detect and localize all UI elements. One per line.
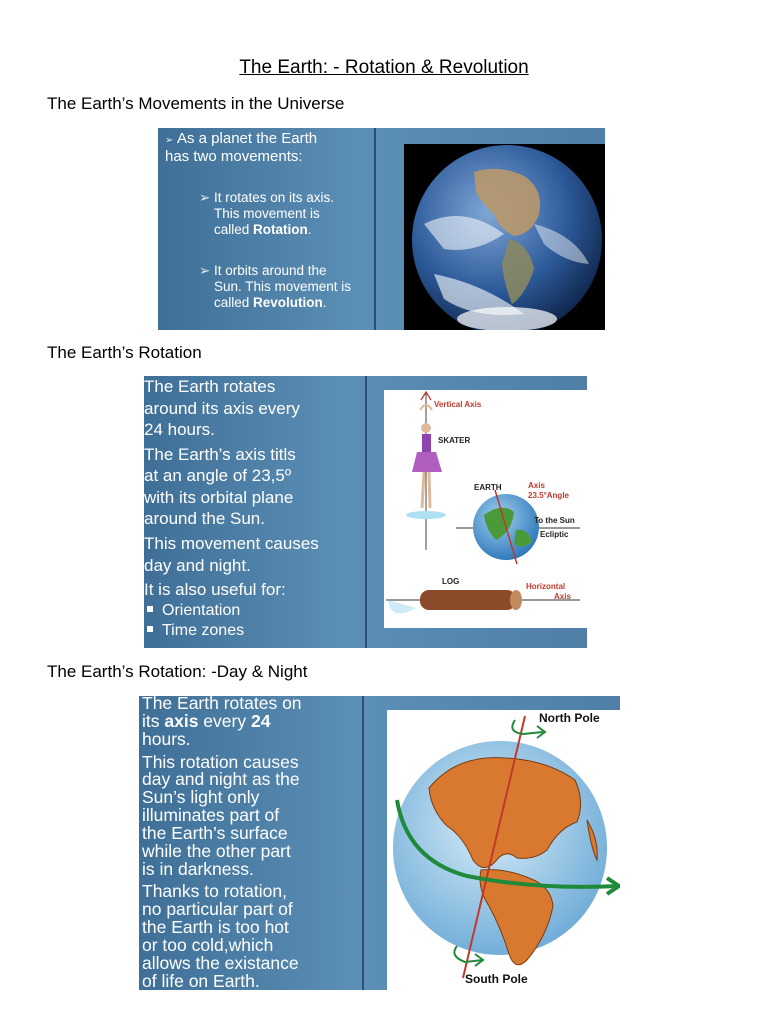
label-vertical-axis: Vertical Axis	[434, 400, 482, 409]
text-line: This movement is	[214, 206, 320, 222]
text-line: Sun. This movement is	[214, 278, 352, 294]
label-angle: 23.5°Angle	[528, 491, 569, 500]
axis-diagram	[384, 390, 587, 628]
text-line: of life on Earth.	[142, 970, 260, 990]
text-line: The Earth’s axis titls	[144, 444, 296, 464]
arrow-bullet-icon: ➢	[199, 190, 211, 205]
square-bullet-icon	[147, 626, 153, 632]
label-log: LOG	[442, 577, 460, 586]
label-skater: SKATER	[438, 436, 471, 445]
text-line: at an angle of 23,5º	[144, 466, 292, 486]
section-heading-movements: The Earth’s Movements in the Universe	[47, 94, 345, 113]
text-line: The Earth rotates on	[142, 696, 302, 713]
text-line: around its axis every	[144, 398, 300, 418]
section-heading-day-night: The Earth’s Rotation: -Day & Night	[47, 662, 308, 681]
text-line: has two movements:	[165, 148, 303, 165]
text-line: illuminates part of	[142, 805, 280, 826]
text-line: the Earth is too hot	[142, 917, 289, 938]
text-line: called Rotation.	[214, 222, 312, 238]
label-to-the-sun: To the Sun	[534, 516, 575, 525]
text-line: Sun’s light only	[142, 787, 260, 808]
text-line: allows the existance	[142, 952, 299, 973]
slide-text	[142, 696, 362, 990]
label-earth: EARTH	[474, 483, 502, 492]
earth-globe-image	[404, 144, 605, 330]
list-item: Time zones	[144, 621, 366, 641]
arrow-bullet-icon: ➢	[165, 135, 174, 146]
rotation-globe-diagram	[387, 710, 620, 990]
slide-earth-rotation	[144, 376, 587, 648]
slide-text	[144, 376, 366, 641]
text-line: no particular part of	[142, 899, 293, 920]
text-line: or too cold,which	[142, 934, 274, 955]
list-item: Orientation	[144, 601, 366, 621]
text-line: while the other part	[142, 840, 291, 861]
label-north-pole: North Pole	[539, 711, 600, 725]
text-line: 24 hours.	[144, 420, 215, 440]
text-line: It rotates on its axis.	[214, 190, 335, 205]
label-south-pole: South Pole	[465, 972, 528, 986]
text-line: is in darkness.	[142, 858, 254, 879]
text-line: with its orbital plane	[144, 487, 294, 507]
text-line: called Revolution.	[214, 294, 327, 310]
label-horizontal: Horizontal	[526, 582, 566, 591]
text-line: It orbits around the	[214, 262, 327, 278]
section-heading-rotation: The Earth’s Rotation	[47, 343, 202, 362]
text-line: its axis every 24	[142, 710, 271, 731]
text-line: It is also useful for:	[144, 580, 286, 600]
slide-divider	[362, 696, 364, 990]
slide-day-and-night	[139, 696, 620, 990]
slide-divider	[365, 376, 367, 648]
text-line: This rotation causes	[142, 751, 299, 772]
document-title: The Earth: - Rotation & Revolution	[239, 57, 529, 78]
text-line: the Earth’s surface	[142, 822, 288, 843]
arrow-bullet-icon: ➢	[199, 262, 211, 278]
slide-divider	[374, 128, 376, 330]
text-line: This movement causes	[144, 534, 319, 554]
text-line: Thanks to rotation,	[142, 881, 287, 902]
slide-earth-movements	[158, 128, 605, 330]
text-line: The Earth rotates	[144, 377, 276, 396]
label-ecliptic: Ecliptic	[540, 530, 569, 539]
text-line: hours.	[142, 728, 191, 749]
square-bullet-icon	[147, 606, 153, 612]
text-line: As a planet the Earth	[177, 130, 318, 147]
text-line: day and night.	[144, 555, 251, 575]
text-line: day and night as the	[142, 769, 300, 790]
slide-text	[165, 130, 375, 311]
label-axis: Axis	[528, 481, 545, 490]
text-line: around the Sun.	[144, 509, 265, 529]
label-horizontal-axis: Axis	[554, 592, 571, 601]
